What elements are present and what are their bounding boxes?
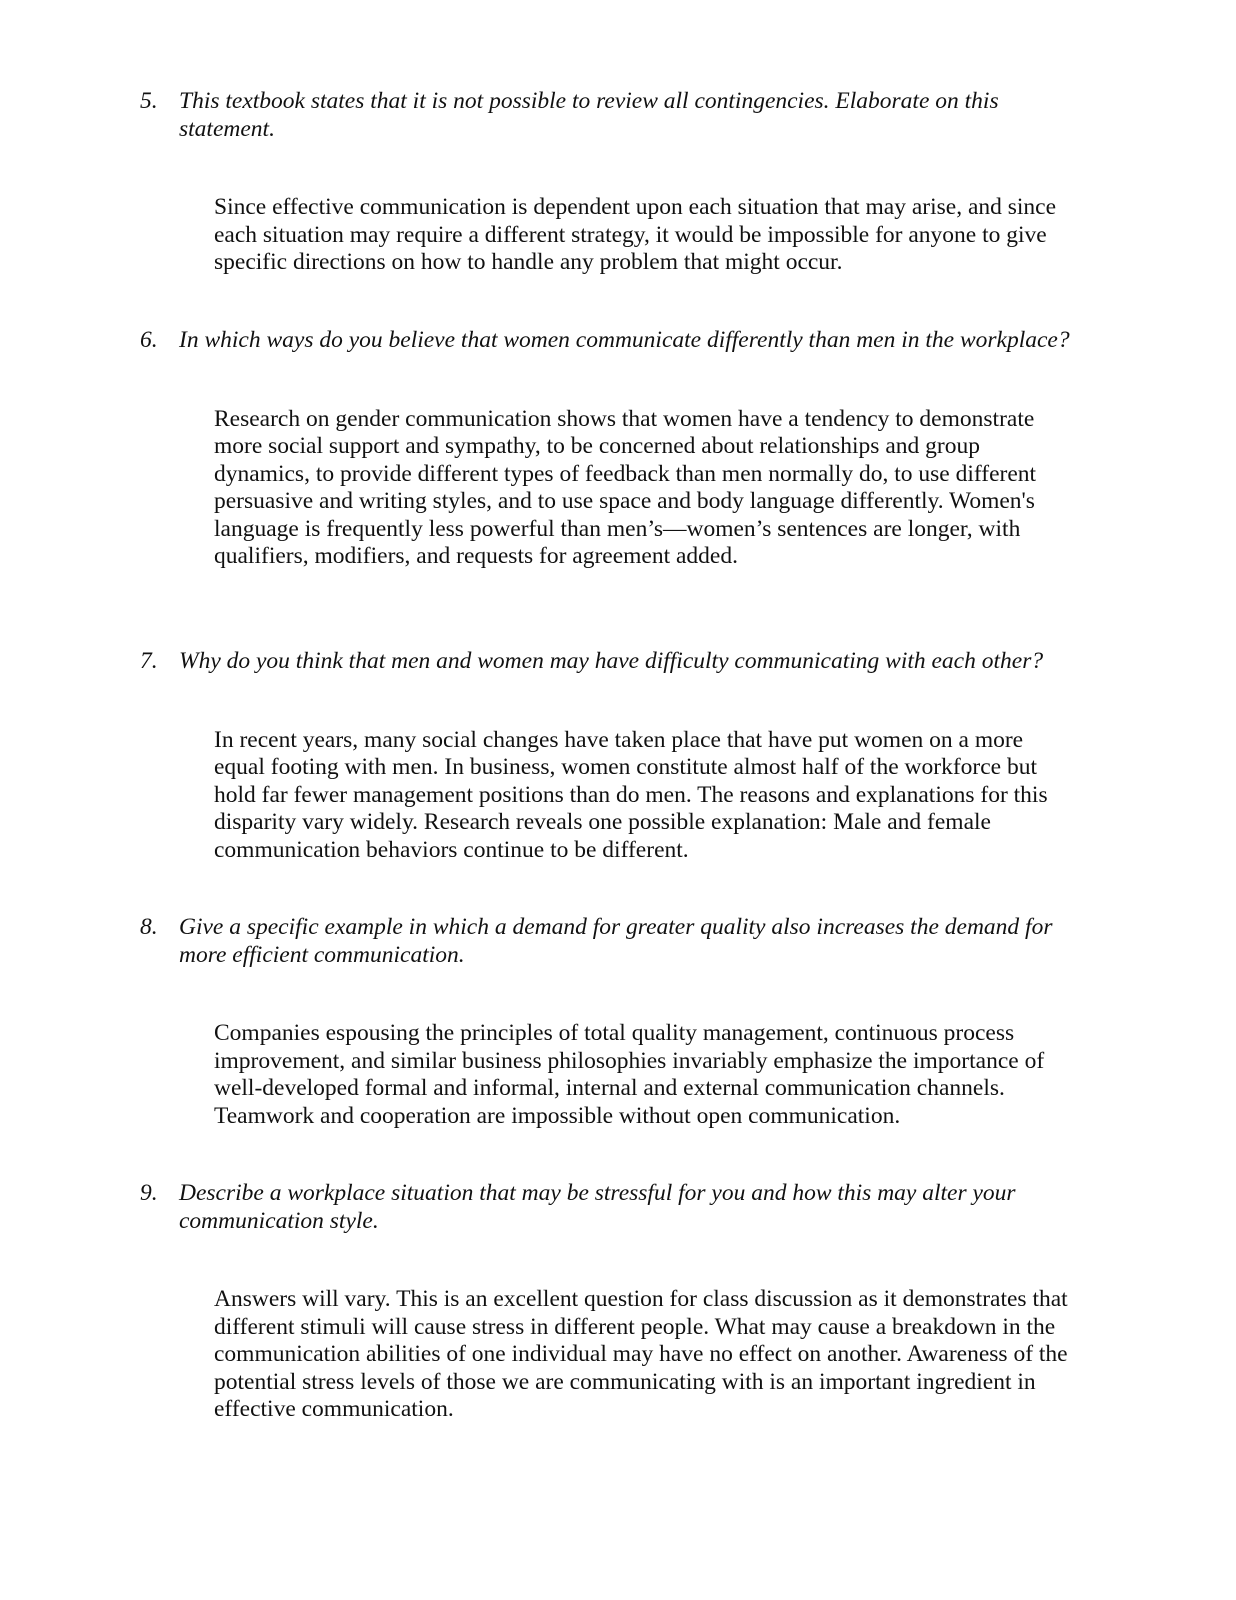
question-number: 9. (140, 1180, 158, 1206)
answer-text: Since effective communication is dependent upon each situation that may arise, and since each situation may require a different strategy, it would be impossible for anyone to give specific directions on how to handle any problem that might occur. (214, 194, 1057, 275)
question-number: 7. (140, 648, 158, 674)
question-label: Give a specific example in which a demand for greater quality also increases the demand for more efficient communication. (179, 914, 1053, 968)
answer-text: Answers will vary. This is an excellent question for class discussion as it demonstrates that different stimuli will cause stress in different people. What may cause a breakdown in the communication abilities of one individual may have no effect on another. Awareness of the potential stress levels of those we are communicating with is an important ingredient in effective communication. (214, 1286, 1068, 1422)
question-text (140, 1180, 1080, 1235)
question-text (140, 88, 1080, 143)
question-text (140, 648, 1080, 676)
qa-item-5 (140, 88, 1080, 277)
qa-item-9 (140, 1180, 1080, 1424)
qa-item-6 (140, 327, 1080, 571)
answer-text: Research on gender communication shows that women have a tendency to demonstrate more social support and sympathy, to be concerned about relationships and group dynamics, to provide different types of feedback than men normally do, to use different persuasive and writing styles, and to use space and body language differently. Women's language is frequently less powerful than men’s—women’s sentences are longer, with qualifiers, modifiers, and requests for agreement added. (214, 405, 1037, 569)
question-label: Why do you think that men and women may have difficulty communicating with each other? (179, 648, 1044, 674)
question-label: This textbook states that it is not possible to review all contingencies. Elaborate on this statement. (179, 88, 999, 142)
answer-text: In recent years, many social changes have taken place that have put women on a more equal footing with men. In business, women constitute almost half of the workforce but hold far fewer management positions than do men. The reasons and explanations for this disparity vary widely. Research reveals one possible explanation: Male and female communication behaviors continue to be different. (214, 726, 1048, 863)
qa-item-8 (140, 914, 1080, 1130)
question-number: 6. (140, 327, 158, 353)
question-text (140, 914, 1080, 969)
answer-text: Companies espousing the principles of total quality management, continuous process improvement, and similar business philosophies invariably emphasize the importance of well-developed formal and informal, internal and external communication channels. Teamwork and cooperation are impossible without open communication. (214, 1020, 1045, 1129)
question-text (140, 327, 1080, 355)
question-label: In which ways do you believe that women communicate differently than men in the workplace? (179, 327, 1070, 353)
question-number: 5. (140, 88, 158, 114)
qa-item-7 (140, 648, 1080, 864)
question-label: Describe a workplace situation that may be stressful for you and how this may alter your communication style. (179, 1180, 1016, 1234)
question-number: 8. (140, 914, 158, 940)
